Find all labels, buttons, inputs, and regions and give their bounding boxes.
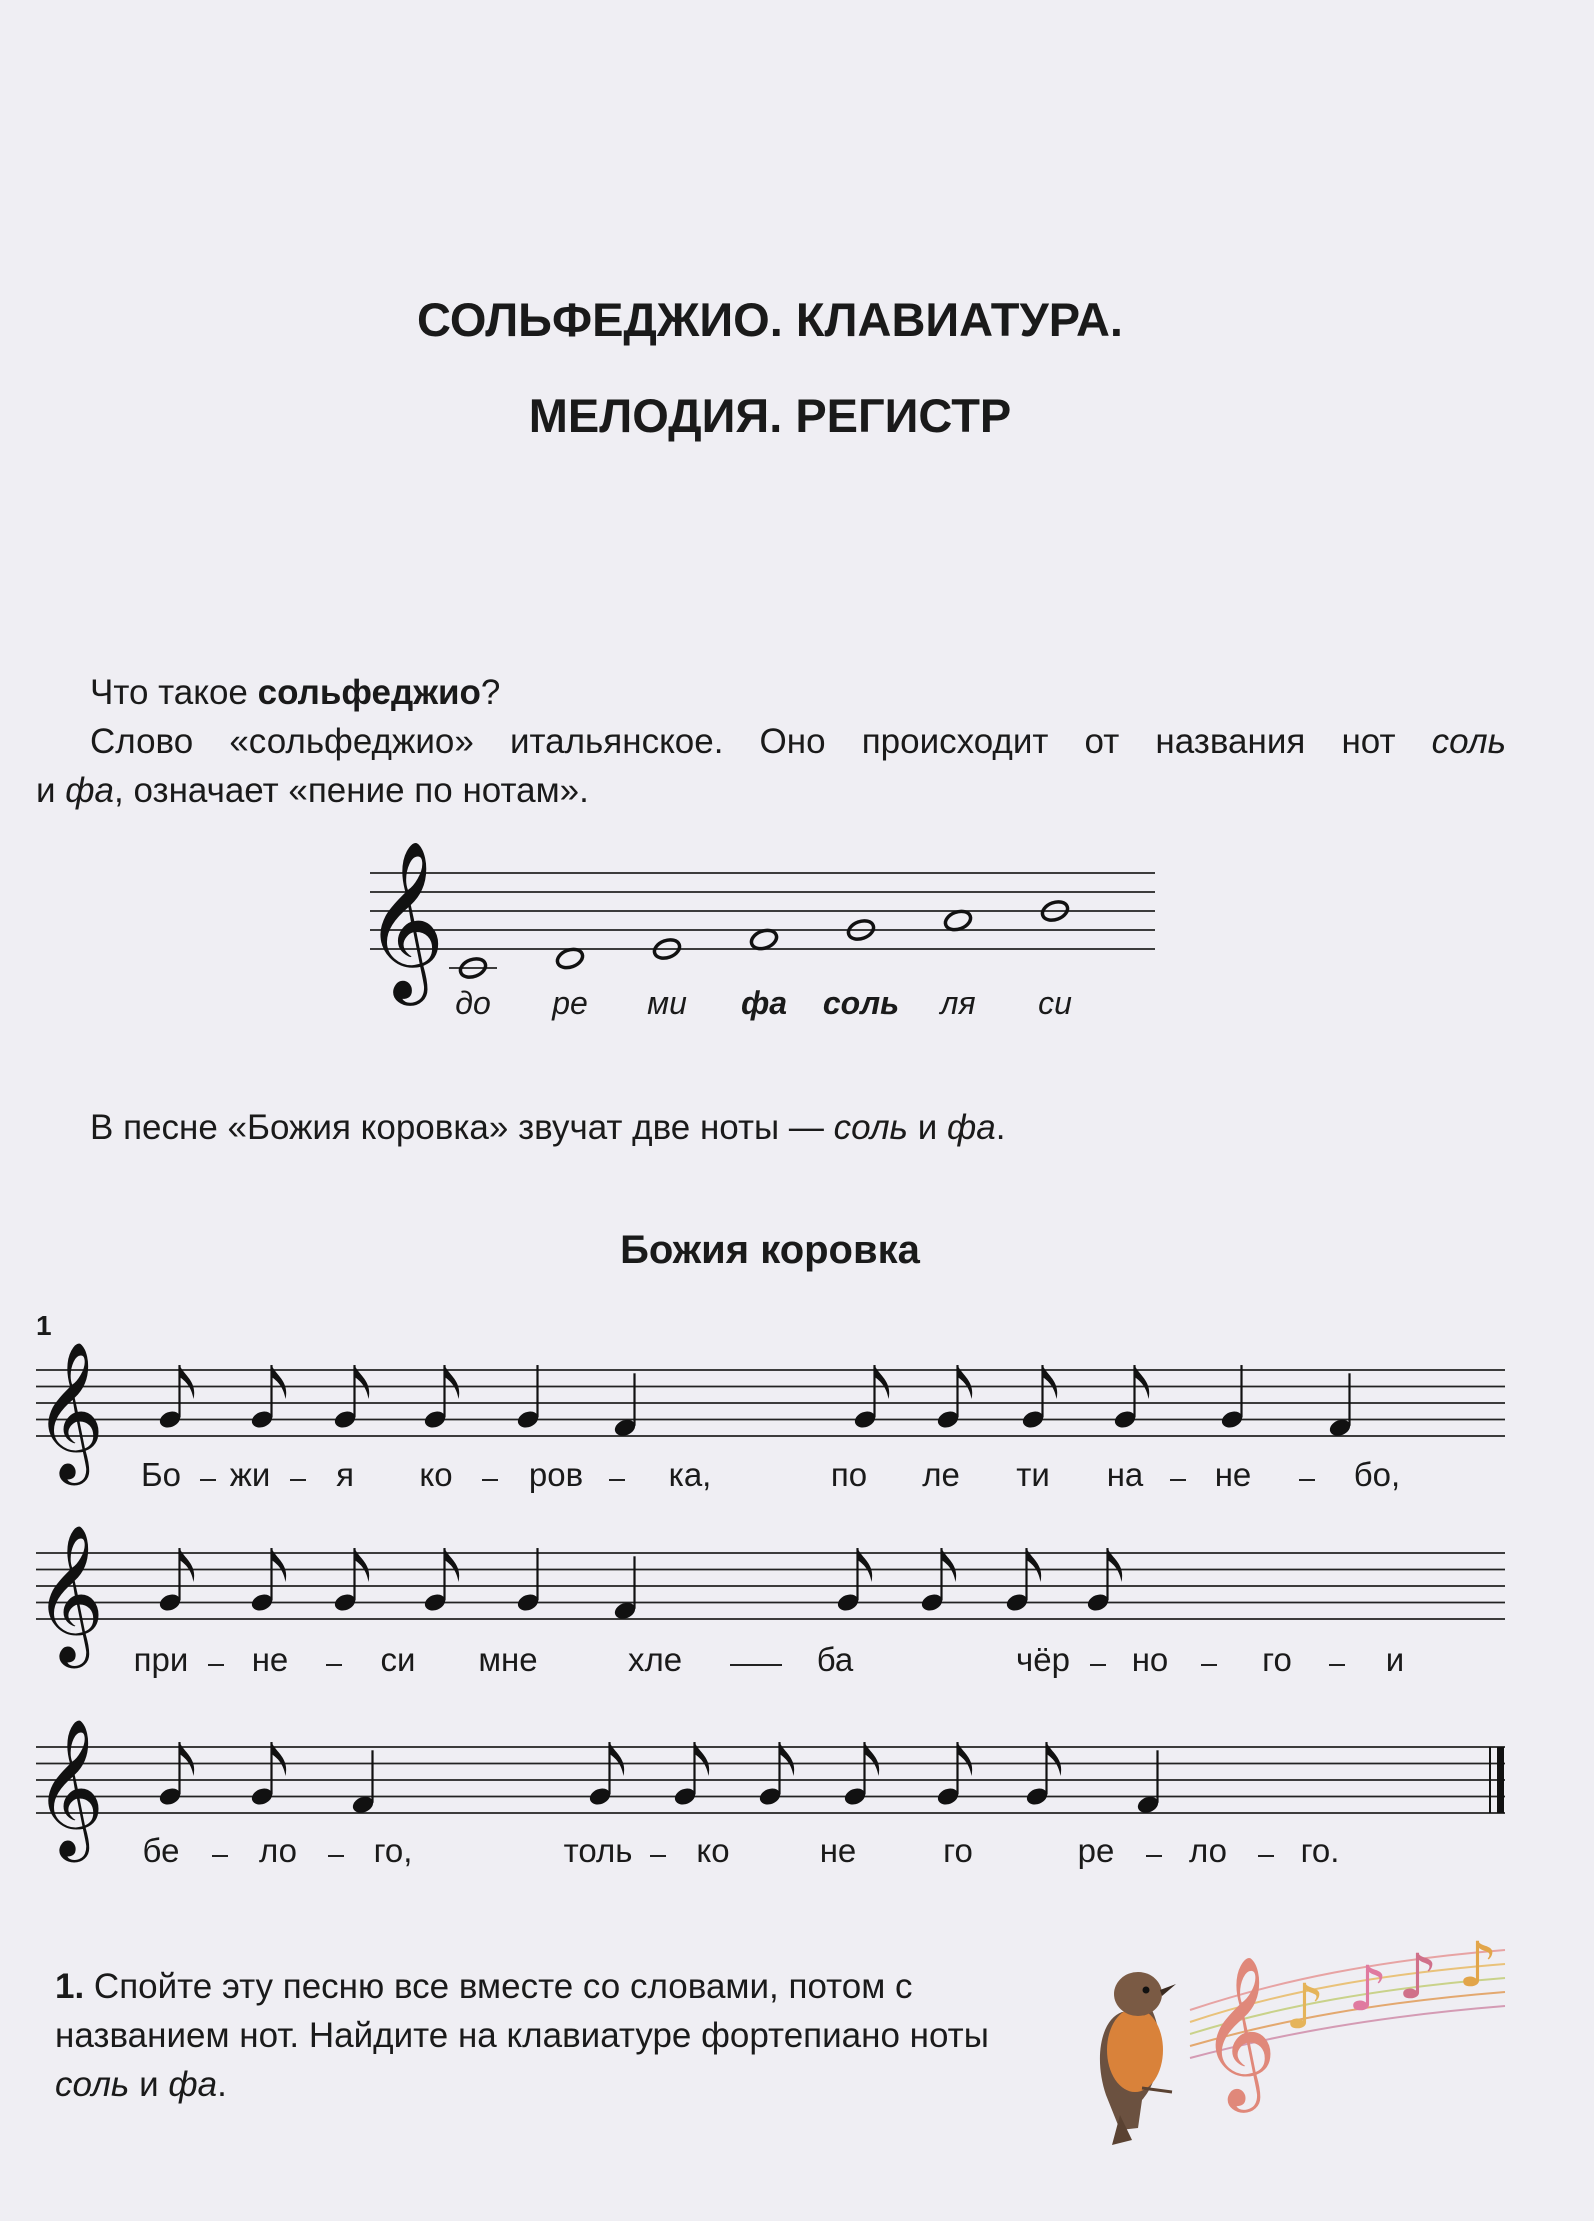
svg-text:♪: ♪ bbox=[1348, 1952, 1388, 2025]
task-text-e: . bbox=[217, 2065, 227, 2104]
lyric-syllable: не bbox=[251, 1641, 289, 1678]
song-intro-sol: соль bbox=[833, 1108, 908, 1147]
lyric-syllable: по bbox=[830, 1456, 868, 1493]
lyric-syllable: бе bbox=[142, 1832, 180, 1869]
lyric-syllable: но bbox=[1131, 1641, 1169, 1678]
intro-text-e: , означает «пение по нотам». bbox=[114, 771, 589, 810]
question-mark: ? bbox=[480, 673, 501, 712]
svg-text:♪: ♪ bbox=[1398, 1940, 1438, 2013]
lyric-syllable: хле bbox=[627, 1641, 683, 1678]
scale-note-name: до bbox=[455, 985, 491, 1021]
lyric-syllable: ле bbox=[922, 1456, 960, 1493]
lyric-syllable: не bbox=[819, 1832, 857, 1869]
song-intro-e: . bbox=[995, 1108, 1006, 1147]
title-line-2: МЕЛОДИЯ. РЕГИСТР bbox=[528, 389, 1012, 442]
intro-text-a: Слово «сольфеджио» итальянское. Оно происходит от названия нот bbox=[90, 722, 1432, 761]
task-text-a: Спойте эту песню все вместе со словами, потом с названием нот. Найдите на клавиатуре фортепиано ноты bbox=[55, 1967, 989, 2055]
intro-fa: фа bbox=[65, 771, 114, 810]
measure-number: 1 bbox=[36, 1310, 52, 1341]
song-intro-fa: фа bbox=[946, 1108, 996, 1147]
lyric-syllable: ло bbox=[259, 1832, 297, 1869]
song-title: Божия коровка bbox=[620, 1228, 920, 1272]
question-text: Что такое bbox=[90, 673, 258, 712]
lyric-syllable: го, bbox=[373, 1832, 413, 1869]
lyric-syllable: ко bbox=[419, 1456, 453, 1493]
lyric-syllable: не bbox=[1214, 1456, 1252, 1493]
svg-text:♪: ♪ bbox=[1458, 1928, 1498, 2001]
lyric-syllable: ров bbox=[528, 1456, 584, 1493]
lyric-syllable: ба bbox=[816, 1641, 854, 1678]
scale-note-name: фа bbox=[740, 985, 788, 1021]
lyric-syllable: мне bbox=[478, 1641, 538, 1678]
task-number: 1. bbox=[55, 1967, 85, 2006]
song-treble-clef: 𝄞 bbox=[34, 1341, 105, 1480]
svg-text:♪: ♪ bbox=[1285, 1970, 1325, 2043]
lyric-syllable: чёр bbox=[1016, 1641, 1070, 1678]
lyric-syllable: на bbox=[1106, 1456, 1144, 1493]
treble-clef-ornament bbox=[1200, 1954, 1277, 2113]
lyric-syllable: го bbox=[1262, 1641, 1292, 1678]
lyric-syllable: при bbox=[133, 1641, 189, 1678]
lyric-syllable: ло bbox=[1189, 1832, 1227, 1869]
lyric-syllable: ко bbox=[696, 1832, 730, 1869]
lyric-syllable: ре bbox=[1077, 1832, 1115, 1869]
lyric-syllable: жи bbox=[229, 1456, 271, 1493]
song-treble-clef: 𝄞 bbox=[34, 1718, 105, 1857]
bird bbox=[1100, 1972, 1176, 2145]
question-term: сольфеджио bbox=[257, 673, 481, 712]
scale-treble-clef: 𝄞 bbox=[364, 840, 445, 1000]
task-1 bbox=[55, 1962, 1055, 2109]
lyric-syllable: Бо bbox=[140, 1456, 182, 1493]
barline-thick bbox=[1497, 1747, 1504, 1813]
title-line-1: СОЛЬФЕДЖИО. КЛАВИАТУРА. bbox=[417, 293, 1123, 346]
task-sol: соль bbox=[55, 2065, 130, 2104]
task-fa: фа bbox=[168, 2065, 218, 2104]
lyric-syllable: и bbox=[1385, 1641, 1405, 1678]
eighth-note-ornaments bbox=[1285, 1928, 1498, 2043]
bird-with-notes-illustration bbox=[1080, 1900, 1520, 2150]
song-intro-a: В песне «Божия коровка» звучат две ноты — bbox=[90, 1108, 834, 1147]
lyric-syllable: ка, bbox=[668, 1456, 712, 1493]
scale-note-name: ля bbox=[940, 985, 976, 1021]
lyric-syllable: ти bbox=[1016, 1456, 1050, 1493]
scale-note-name: ре bbox=[552, 985, 588, 1021]
lyric-syllable: си bbox=[380, 1641, 416, 1678]
scale-note-name: си bbox=[1038, 985, 1072, 1021]
lyric-syllable: го bbox=[943, 1832, 973, 1869]
lyric-syllable: я bbox=[336, 1456, 354, 1493]
song-intro-c: и bbox=[907, 1108, 947, 1147]
intro-sol: соль bbox=[1431, 722, 1506, 761]
task-text-c: и bbox=[129, 2065, 169, 2104]
scale-note-name: соль bbox=[822, 985, 900, 1021]
lyric-syllable: толь bbox=[563, 1832, 633, 1869]
song-treble-clef: 𝄞 bbox=[34, 1524, 105, 1663]
intro-text-c: и bbox=[36, 771, 66, 810]
lyric-syllable: го. bbox=[1300, 1832, 1340, 1869]
lyric-syllable: бо, bbox=[1353, 1456, 1401, 1493]
svg-text:𝄞: 𝄞 bbox=[1200, 1954, 1277, 2106]
scale-note-name: ми bbox=[647, 985, 687, 1021]
